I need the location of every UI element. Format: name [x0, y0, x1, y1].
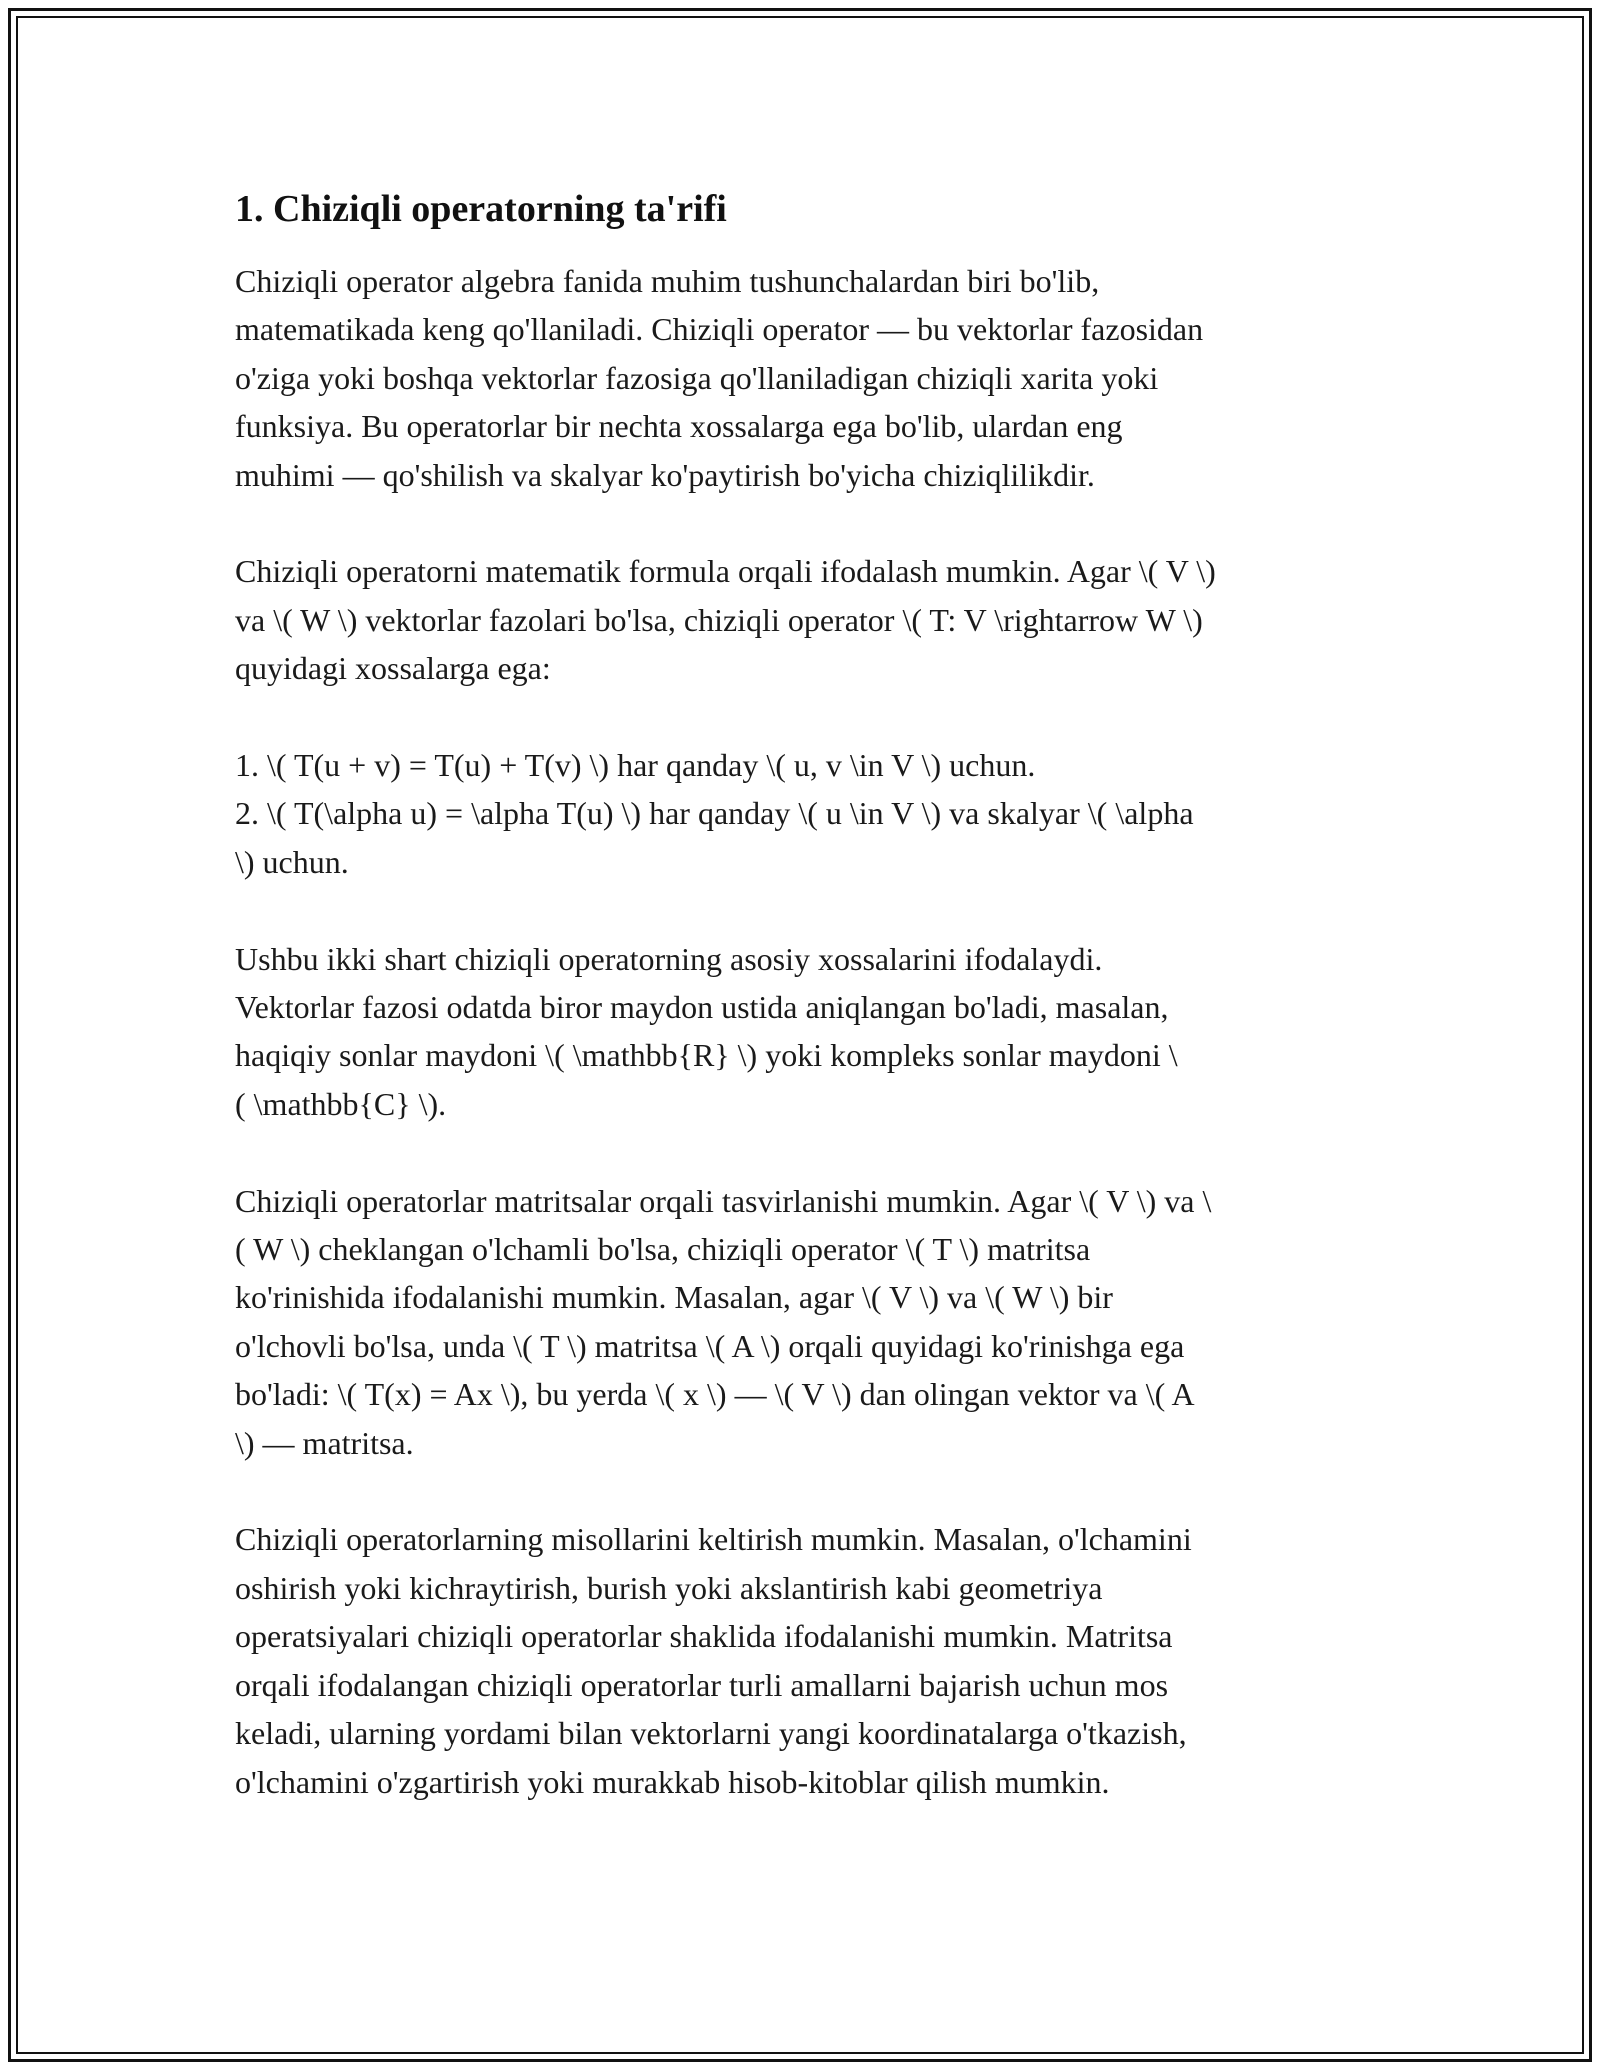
- text-line: ( W \) cheklangan o'lchamli bo'lsa, chiziqli operator \( T \) matritsa: [235, 1231, 1091, 1268]
- text-line: matematikada keng qo'llaniladi. Chiziqli operator — bu vektorlar fazosidan: [235, 311, 1204, 348]
- paragraph-examples: [235, 1515, 1365, 1805]
- text-line: Chiziqli operator algebra fanida muhim tushunchalardan biri bo'lib,: [235, 263, 1100, 299]
- text-line: bo'ladi: \( T(x) = Ax \), bu yerda \( x \) — \( V \) dan olingan vektor va \( A: [235, 1376, 1195, 1413]
- text-line: haqiqiy sonlar maydoni \( \mathbb{R} \) yoki kompleks sonlar maydoni \: [235, 1037, 1178, 1074]
- section-heading: 1. Chiziqli operatorning ta'rifi: [235, 188, 727, 230]
- list-item-continuation: \) uchun.: [235, 843, 349, 880]
- list-item: 2. \( T(\alpha u) = \alpha T(u) \) har qanday \( u \in V \) va skalyar \( \alpha: [235, 795, 1194, 832]
- text-line: Vektorlar fazosi odatda biror maydon ustida aniqlangan bo'ladi, masalan,: [235, 989, 1169, 1026]
- paragraph-definition: [235, 257, 1365, 499]
- text-line: funksiya. Bu operatorlar bir nechta xossalarga ega bo'lib, ulardan eng: [235, 408, 1123, 445]
- text-line: o'lchovli bo'lsa, unda \( T \) matritsa \( A \) orqali quyidagi ko'rinishga ega: [235, 1327, 1185, 1364]
- paragraph-properties-list: [235, 741, 1365, 886]
- text-line: Chiziqli operatorlar matritsalar orqali tasvirlanishi mumkin. Agar \( V \) va \: [235, 1182, 1212, 1219]
- text-line: o'lchamini o'zgartirish yoki murakkab hisob-kitoblar qilish mumkin.: [235, 1763, 1110, 1800]
- text-line: Ushbu ikki shart chiziqli operatorning asosiy xossalarini ifodalaydi.: [235, 940, 1103, 977]
- text-line: operatsiyalari chiziqli operatorlar shaklida ifodalanishi mumkin. Matritsa: [235, 1618, 1173, 1655]
- list-item: 1. \( T(u + v) = T(u) + T(v) \) har qanday \( u, v \in V \) uchun.: [235, 747, 1036, 784]
- text-line: orqali ifodalangan chiziqli operatorlar turli amallarni bajarish uchun mos: [235, 1666, 1169, 1703]
- text-line: quyidagi xossalarga ega:: [235, 650, 551, 687]
- document-body: [235, 185, 1365, 1854]
- text-line: ( \mathbb{C} \).: [235, 1085, 447, 1122]
- text-line: keladi, ularning yordami bilan vektorlarni yangi koordinatalarga o'tkazish,: [235, 1715, 1187, 1752]
- text-line: va \( W \) vektorlar fazolari bo'lsa, chiziqli operator \( T: V \rightarrow W \): [235, 601, 1203, 638]
- paragraph-formula: [235, 547, 1365, 692]
- text-line: muhimi — qo'shilish va skalyar ko'paytirish bo'yicha chiziqlilikdir.: [235, 456, 1095, 493]
- text-line: Chiziqli operatorni matematik formula orqali ifodalash mumkin. Agar \( V \): [235, 553, 1216, 590]
- text-line: Chiziqli operatorlarning misollarini keltirish mumkin. Masalan, o'lchamini: [235, 1521, 1192, 1558]
- text-line: ko'rinishida ifodalanishi mumkin. Masalan, agar \( V \) va \( W \) bir: [235, 1279, 1113, 1316]
- text-line: \) — matritsa.: [235, 1424, 414, 1461]
- text-line: o'ziga yoki boshqa vektorlar fazosiga qo'llaniladigan chiziqli xarita yoki: [235, 359, 1159, 396]
- paragraph-matrices: [235, 1177, 1365, 1467]
- paragraph-conditions: [235, 935, 1365, 1129]
- text-line: oshirish yoki kichraytirish, burish yoki akslantirish kabi geometriya: [235, 1569, 1103, 1606]
